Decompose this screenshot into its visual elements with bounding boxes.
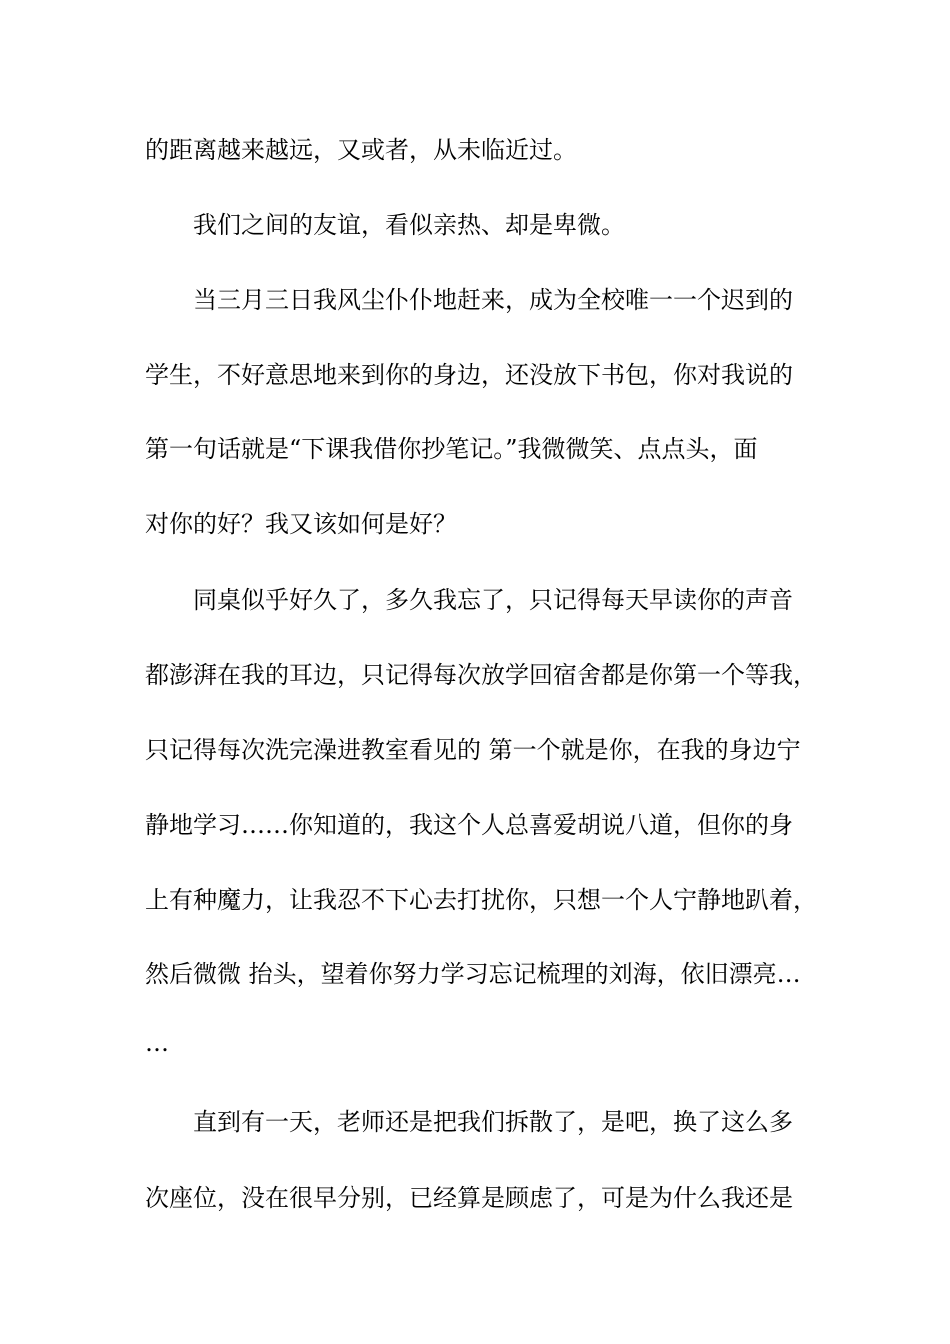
paragraph-line-3: 当三月三日我风尘仆仆地赶来，成为全校唯一一个迟到的 (193, 286, 793, 314)
text-line-10: 静地学习……你知道的，我这个人总喜爱胡说八道，但你的身 (145, 811, 793, 839)
paragraph-line-14: 直到有一天，老师还是把我们拆散了，是吧，换了这么多 (193, 1108, 793, 1136)
text-line-1: 的距离越来越远，又或者，从未临近过。 (145, 136, 577, 164)
text-line-15: 次座位，没在很早分别，已经算是顾虑了，可是为什么我还是 (145, 1184, 793, 1212)
paragraph-line-7: 同桌似乎好久了，多久我忘了，只记得每天早读你的声音 (193, 586, 793, 614)
text-line-8: 都澎湃在我的耳边，只记得每次放学回宿舍都是你第一个等我， (145, 661, 817, 689)
text-line-4: 学生，不好意思地来到你的身边，还没放下书包，你对我说的 (145, 361, 793, 389)
text-line-12: 然后微微 抬头，望着你努力学习忘记梳理的刘海，依旧漂亮… (145, 960, 801, 988)
text-line-11: 上有种魔力，让我忍不下心去打扰你，只想一个人宁静地趴着， (145, 886, 817, 914)
text-line-13: … (145, 1029, 169, 1057)
text-line-9: 只记得每次洗完澡进教室看见的 第一个就是你，在我的身边宁 (145, 736, 801, 764)
paragraph-line-2: 我们之间的友谊，看似亲热、却是卑微。 (193, 211, 625, 239)
text-line-6: 对你的好？我又该如何是好？ (145, 510, 457, 538)
text-line-5: 第一句话就是“下课我借你抄笔记。”我微微笑、点点头，面 (145, 435, 758, 463)
